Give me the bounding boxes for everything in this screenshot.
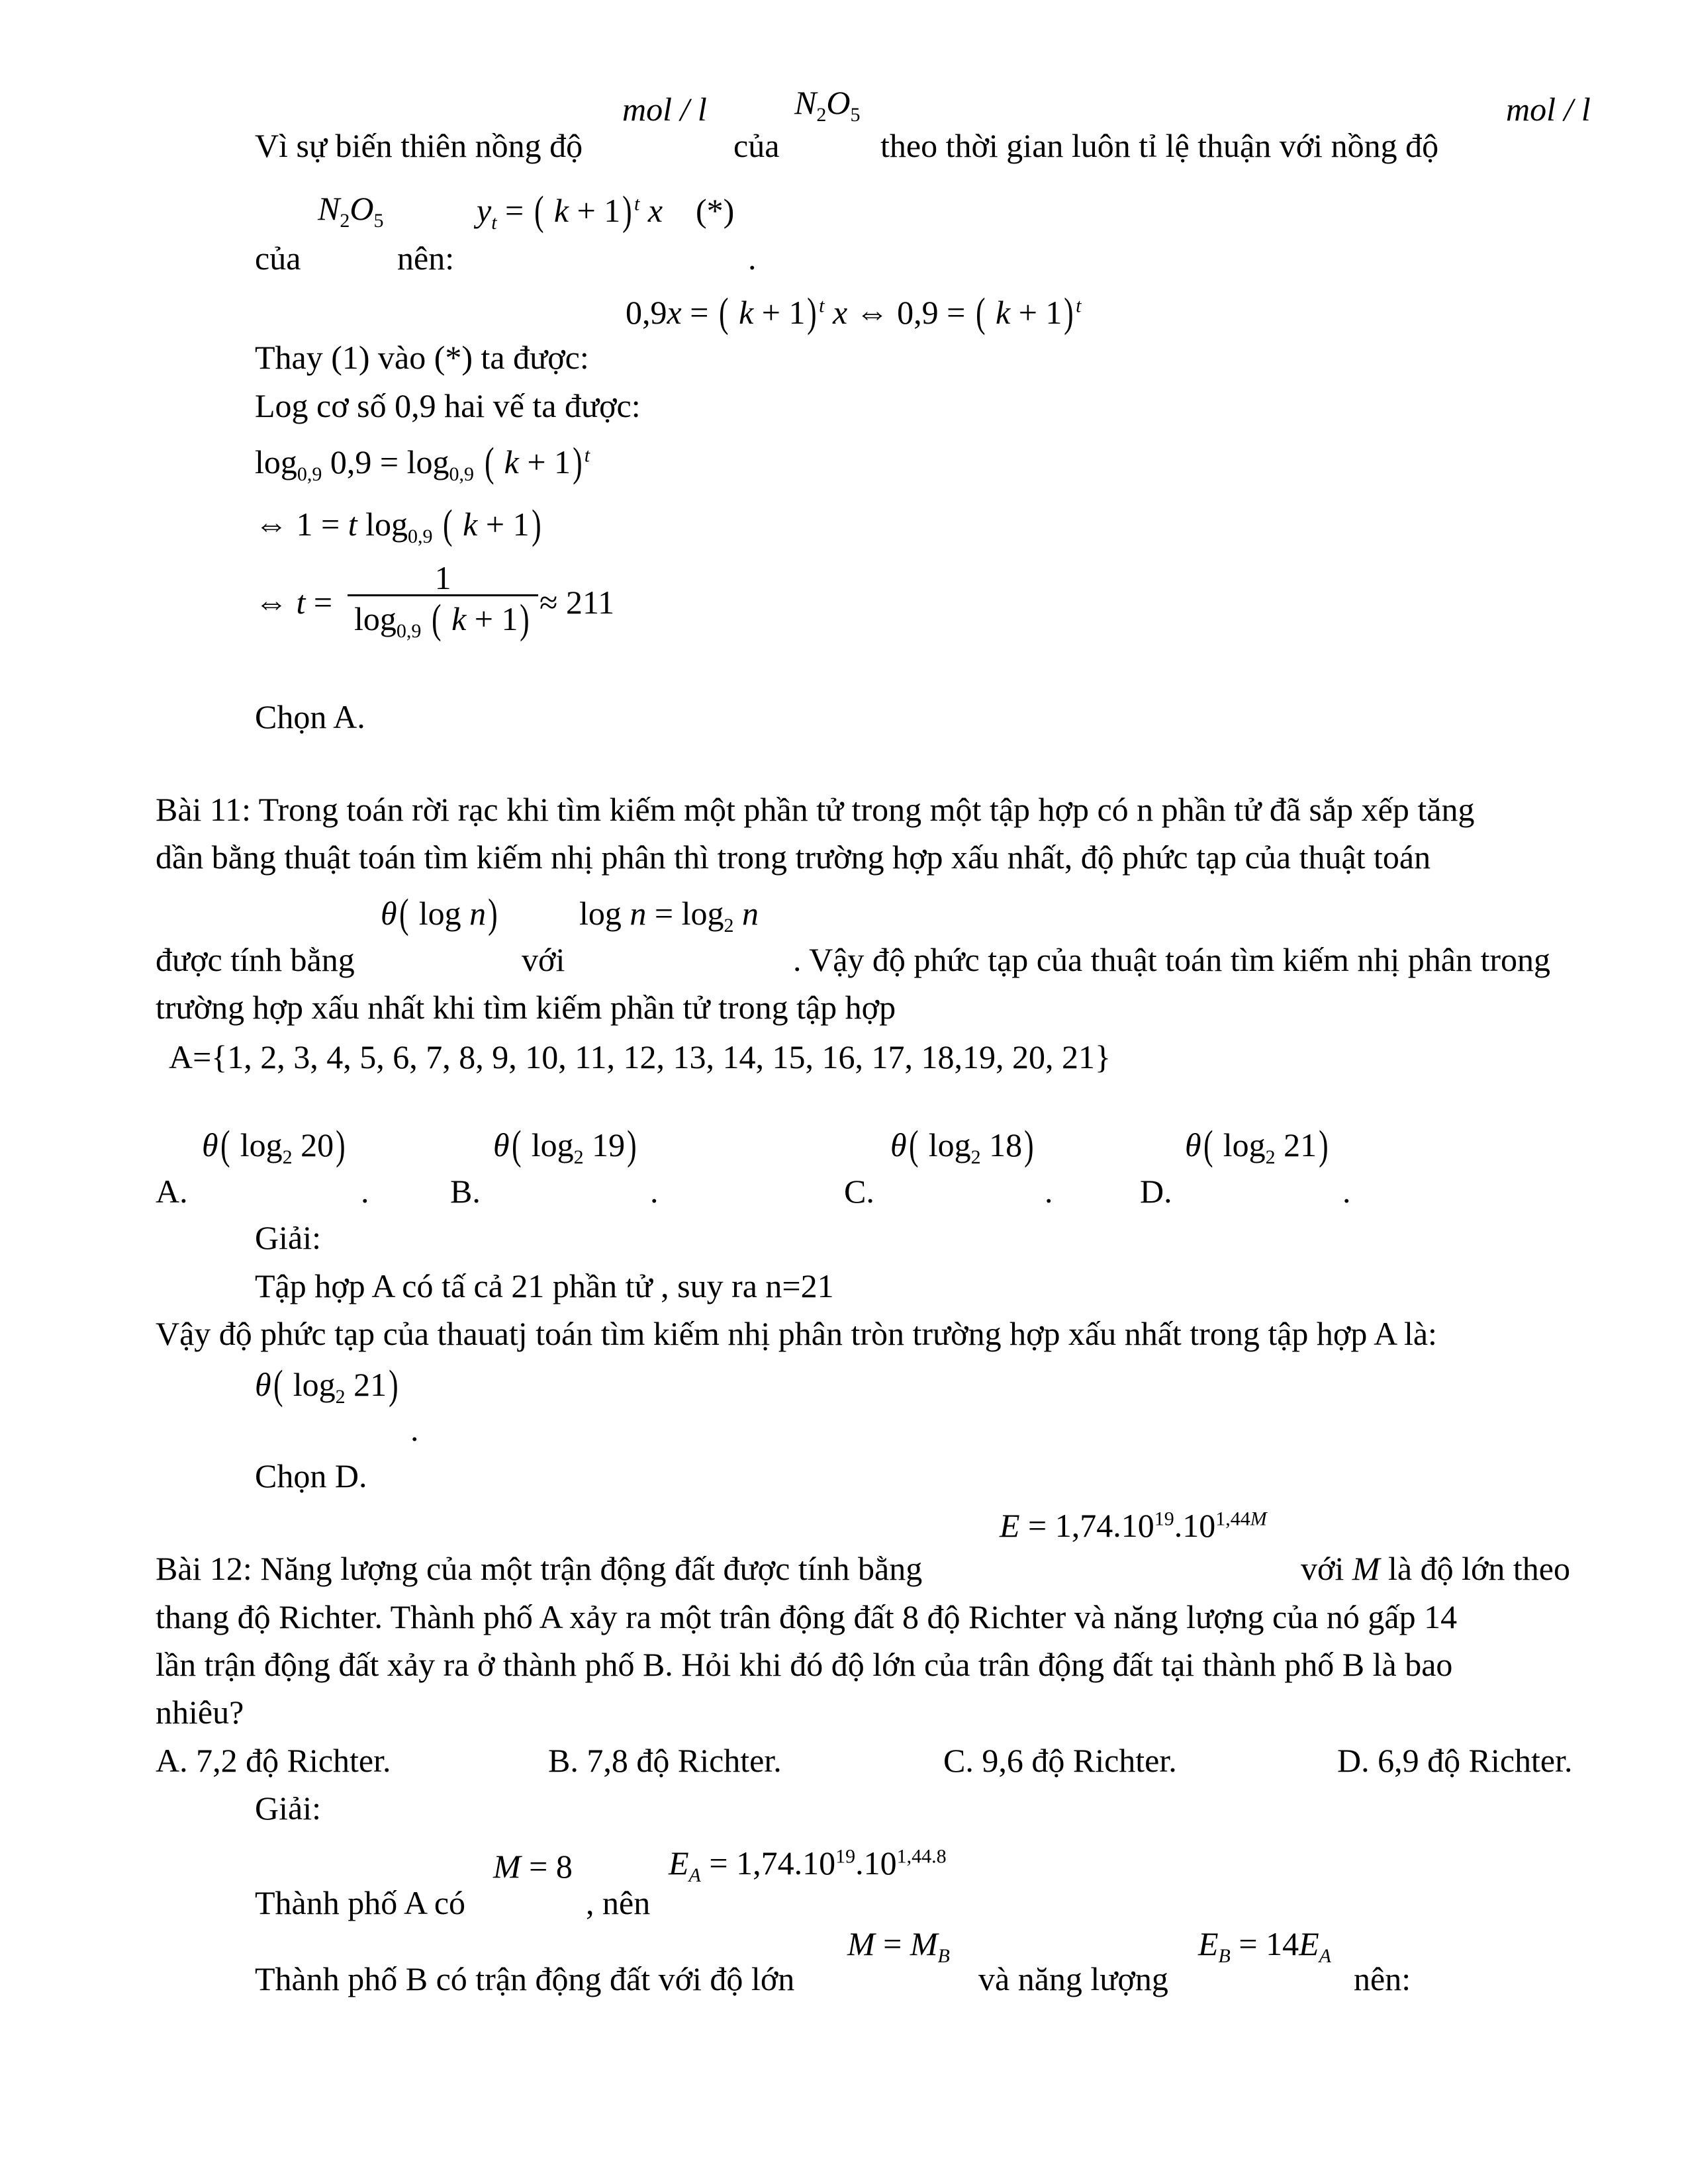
solution-text: nên:	[1354, 1960, 1411, 1997]
option-d-letter: D.	[1140, 1173, 1172, 1210]
option-b-letter: B.	[450, 1173, 481, 1210]
problem-text: được tính bằng	[156, 941, 355, 978]
option-c: C. 9,6 độ Richter.	[943, 1742, 1177, 1779]
log-n-definition: $\log n = \log_2 n$	[579, 895, 759, 936]
option-b-expr: θ( $\log_2 19$)	[493, 1123, 637, 1168]
text-line: theo thời gian luôn tỉ lệ thuận với nồng độ	[880, 127, 1439, 164]
equation-log-2: ⇔ 1 = t $\log_{0,9}$ ( k + 1)	[255, 502, 541, 547]
problem-text: nhiêu?	[156, 1694, 244, 1731]
problem-text: . Vậy độ phức tạp của thuật toán tìm kiếm nhị phân trong	[793, 941, 1550, 978]
solution-text: Tập hợp A có tấ cả 21 phần tử , suy ra n=21	[255, 1267, 834, 1304]
option-d-dot: .	[1342, 1173, 1351, 1210]
problem-text: Bài 12: Năng lượng của một trận động đất được tính bằng	[156, 1550, 923, 1587]
text-line: của	[255, 240, 301, 277]
species-n2o5-2: $N_2O_5$	[318, 190, 384, 232]
text-line: .	[748, 240, 757, 277]
energy-formula: $E = 1,74.10^{19}.10^{1,44M}$	[1000, 1507, 1267, 1544]
solution-text: Thành phố A có	[255, 1884, 466, 1921]
option-a: A. 7,2 độ Richter.	[156, 1742, 391, 1779]
text-line: Log cơ số 0,9 hai vế ta được:	[255, 387, 641, 424]
unit-mol-per-l-2: mol / l	[1506, 91, 1591, 128]
option-b: B. 7,8 độ Richter.	[548, 1742, 782, 1779]
equation-09: 0,9x = ( k + 1) $^t$ x ⇔ 0,9 = ( k + 1) $^t$	[626, 291, 1082, 336]
option-a-letter: A.	[156, 1173, 188, 1210]
energy-a: $E_A = 1,74.10^{19}.10^{1,44.8}$	[669, 1844, 947, 1886]
solution-heading: Giải:	[255, 1790, 321, 1827]
species-n2o5-1: $N_2O_5$	[794, 84, 861, 126]
option-d-expr: θ( $\log_2 21$)	[1185, 1123, 1329, 1168]
problem-text: trường hợp xấu nhất khi tìm kiếm phần tử trong tập hợp	[156, 989, 896, 1026]
problem-text: với	[522, 941, 565, 978]
theta-log-n: θ( log n)	[381, 891, 498, 936]
problem-text: dần bằng thuật toán tìm kiếm nhị phân thì trong trường hợp xấu nhất, độ phức tạp của thuật toán	[156, 839, 1431, 876]
m-equals-8: M = 8	[493, 1848, 573, 1885]
equation-log-3-lhs: ⇔ t =	[255, 584, 333, 621]
unit-mol-per-l-1: mol / l	[622, 91, 707, 128]
solution-text: , nên	[586, 1884, 651, 1921]
problem-text: với M là độ lớn theo	[1301, 1550, 1570, 1587]
problem-text: lần trận động đất xảy ra ở thành phố B. Hỏi khi đó độ lớn của trân động đất tại thành phố B là bao	[156, 1646, 1453, 1683]
option-c-letter: C.	[844, 1173, 874, 1210]
option-a-dot: .	[361, 1173, 369, 1210]
option-a-expr: θ( $\log_2 20$)	[202, 1123, 346, 1168]
text-line: nên:	[397, 240, 455, 277]
solution-text: Thành phố B có trận động đất với độ lớn	[255, 1960, 795, 1997]
text-line: của	[733, 127, 780, 164]
problem-text: Bài 11: Trong toán rời rạc khi tìm kiếm một phần tử trong một tập hợp có n phần tử đã sắp xếp tăng	[156, 791, 1475, 828]
option-b-dot: .	[650, 1173, 659, 1210]
solution-heading: Giải:	[255, 1219, 321, 1256]
text-line: Vì sự biến thiên nồng độ	[255, 127, 583, 164]
answer-expr: θ( $\log_2 21$)	[255, 1363, 399, 1408]
solution-text: và năng lượng	[978, 1960, 1168, 1997]
equation-log-3-rhs: ≈ 211	[539, 584, 615, 621]
answer-dot: .	[410, 1411, 419, 1448]
text-line: Thay (1) vào (*) ta được:	[255, 339, 589, 376]
equation-log-1: $\log_{0,9} 0,9 = \log_{0,9}$ ( k + 1) $^t$	[255, 440, 590, 485]
option-c-dot: .	[1045, 1173, 1053, 1210]
answer-choice: Chọn D.	[255, 1457, 367, 1494]
answer-choice: Chọn A.	[255, 698, 365, 735]
option-c-expr: θ( $\log_2 18$)	[890, 1123, 1034, 1168]
option-d: D. 6,9 độ Richter.	[1337, 1742, 1573, 1779]
equation-y-t: $y_t$ = ( k + 1) $^t$ x (*)	[477, 189, 735, 234]
set-a: A={1, 2, 3, 4, 5, 6, 7, 8, 9, 10, 11, 12, 13, 14, 15, 16, 17, 18,19, 20, 21}	[169, 1038, 1111, 1075]
equation-log-3-fraction: 1 $\log_{0,9}$ ( k + 1)	[348, 561, 538, 640]
problem-text: thang độ Richter. Thành phố A xảy ra một trân động đất 8 độ Richter và năng lượng của nó gấp 14	[156, 1598, 1458, 1635]
energy-b: $E_B = 14E_A$	[1198, 1925, 1331, 1967]
solution-text: Vậy độ phức tạp của thauatj toán tìm kiếm nhị phân tròn trường hợp xấu nhất trong tập hợp A là:	[156, 1315, 1437, 1352]
m-equals-mb: $M = M_B$	[847, 1925, 950, 1967]
